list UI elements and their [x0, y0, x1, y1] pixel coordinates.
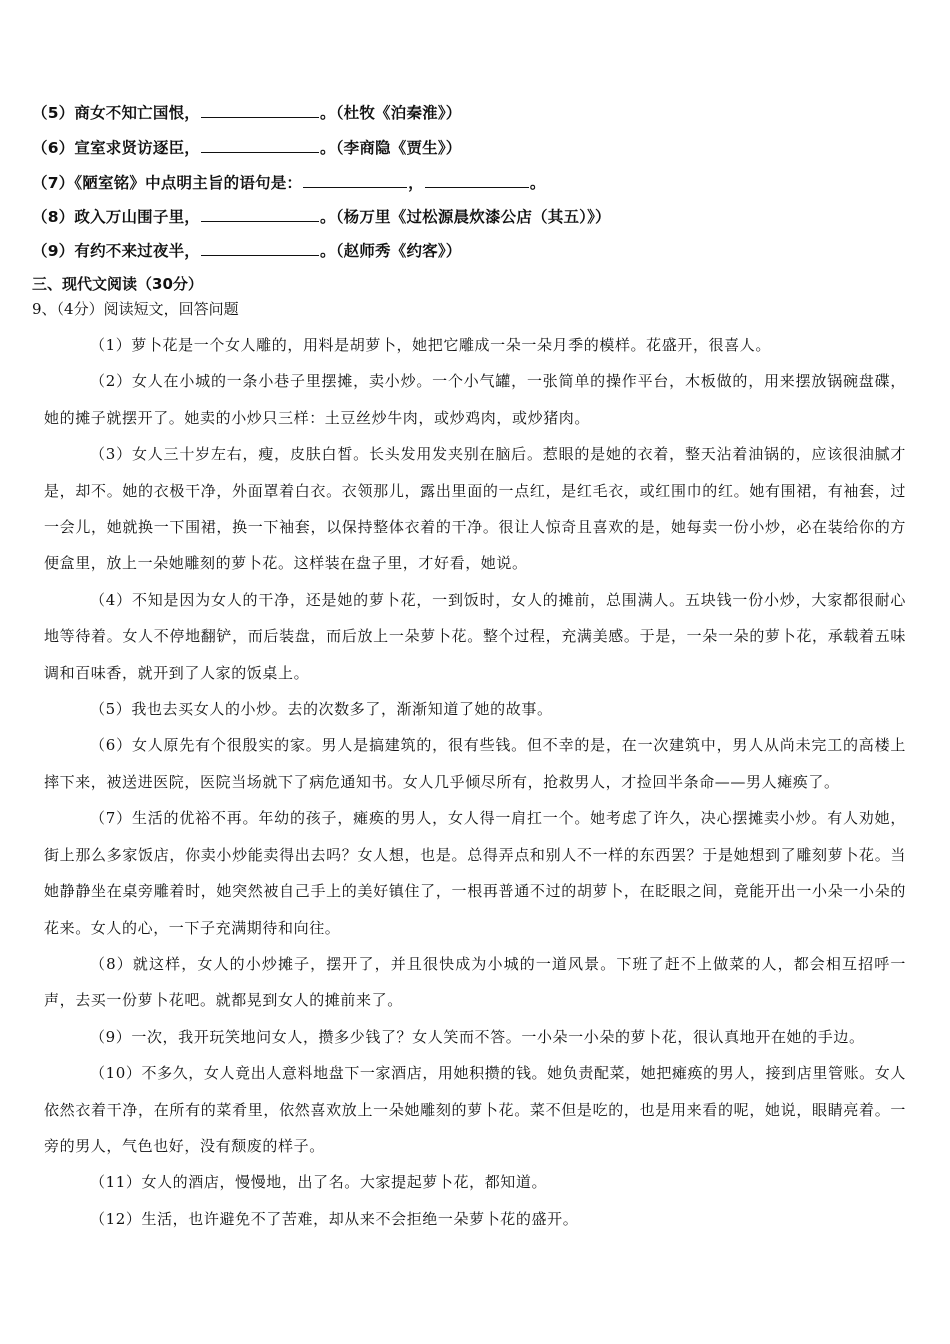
fill-in-item-9 — [32, 239, 462, 261]
paragraph: （5）我也去买女人的小炒。去的次数多了，渐渐知道了她的故事。 — [90, 700, 553, 719]
paragraph: （7）生活的优裕不再。年幼的孩子，瘫痪的男人，女人得一肩扛一个。她考虑了许久，决心摆摊卖小炒。有人劝她，街上那么多家饭店，你卖小炒能卖得出去吗？女人想，也是。总得弄点和别人不一样的东西罢？于是她想到了雕刻萝卜花。当她静静坐在桌旁雕着时，她突然被自己手上的美好镇住了，一根再普通不过的胡萝卜，在眨眼之间，竟能开出一小朵一小朵的花来。女人的心，一下子充满期待和向往。 — [44, 809, 906, 937]
fill-in-source: 。（杨万里《过松源晨炊漆公店（其五）》） — [320, 208, 611, 226]
fill-in-source: 。（李商隐《贾生》） — [320, 139, 462, 157]
paragraph: （12）生活，也许避免不了苦难，却从来不会拒绝一朵萝卜花的盛开。 — [90, 1209, 579, 1228]
fill-in-text: （8）政入万山围子里， — [32, 208, 200, 226]
answer-blank[interactable] — [201, 138, 319, 153]
fill-in-end: 。 — [529, 174, 546, 192]
fill-in-text: （9）有约不来过夜半， — [32, 242, 200, 260]
paragraph: （11）女人的酒店，慢慢地，出了名。大家提起萝卜花，都知道。 — [90, 1173, 548, 1192]
fill-in-source: 。（赵师秀《约客》） — [320, 242, 462, 260]
paragraph: （9）一次，我开玩笑地问女人，攒多少钱了？女人笑而不答。一小朵一小朵的萝卜花，很认真地开在她的手边。 — [90, 1027, 865, 1046]
reading-passage — [44, 327, 906, 1237]
paragraph: （4）不知是因为女人的干净，还是她的萝卜花，一到饭时，女人的摊前，总围满人。五块钱一份小炒，大家都很耐心地等待着。女人不停地翻铲，而后装盘，而后放上一朵萝卜花。整个过程，充满美感。于是，一朵一朵的萝卜花，承载着五味调和百味香，就开到了人家的饭桌上。 — [44, 590, 906, 682]
fill-in-source: 。（杜牧《泊秦淮》） — [320, 104, 462, 122]
fill-in-text: （7）《陋室铭》中点明主旨的语句是： — [32, 174, 303, 192]
question-heading: 9、（4分）阅读短文，回答问题 — [32, 300, 239, 318]
fill-in-separator: ， — [408, 174, 424, 192]
fill-in-item-8 — [32, 205, 611, 227]
fill-in-item-5 — [32, 101, 462, 123]
fill-in-item-6 — [32, 136, 462, 158]
fill-in-text: （5）商女不知亡国恨， — [32, 104, 200, 122]
answer-blank[interactable] — [201, 207, 319, 222]
paragraph: （10）不多久，女人竟出人意料地盘下一家酒店，用她积攒的钱。她负责配菜，她把瘫痪的男人，接到店里管账。女人依然衣着干净，在所有的菜肴里，依然喜欢放上一朵她雕刻的萝卜花。菜不但是吃的，也是用来看的呢，她说，眼睛亮着。一旁的男人，气色也好，没有颓废的样子。 — [44, 1064, 906, 1155]
answer-blank[interactable] — [425, 173, 529, 188]
answer-blank[interactable] — [201, 103, 319, 118]
section-title: 三、现代文阅读（30分） — [32, 275, 203, 293]
paragraph: （1）萝卜花是一个女人雕的，用料是胡萝卜，她把它雕成一朵一朵月季的模样。花盛开，很喜人。 — [90, 336, 771, 354]
fill-in-text: （6）宣室求贤访逐臣， — [32, 139, 200, 157]
fill-in-item-7 — [32, 171, 546, 193]
answer-blank[interactable] — [303, 173, 407, 188]
paragraph: （6）女人原先有个很殷实的家。男人是搞建筑的，很有些钱。但不幸的是，在一次建筑中，男人从尚未完工的高楼上摔下来，被送进医院，医院当场就下了病危通知书。女人几乎倾尽所有，抢救男人，才捡回半条命——男人瘫痪了。 — [44, 736, 906, 791]
answer-blank[interactable] — [201, 241, 319, 256]
paragraph: （3）女人三十岁左右，瘦，皮肤白皙。长头发用发夹别在脑后。惹眼的是她的衣着，整天沾着油锅的，应该很油腻才是，却不。她的衣极干净，外面罩着白衣。衣领那儿，露出里面的一点红，是红毛衣，或红围巾的红。她有围裙，有袖套，过一会儿，她就换一下围裙，换一下袖套，以保持整体衣着的干净。很让人惊奇且喜欢的是，她每卖一份小炒，必在装给你的方便盒里，放上一朵她雕刻的萝卜花。这样装在盘子里，才好看，她说。 — [44, 445, 906, 573]
paragraph: （8）就这样，女人的小炒摊子，摆开了，并且很快成为小城的一道风景。下班了赶不上做菜的人，都会相互招呼一声，去买一份萝卜花吧。就都晃到女人的摊前来了。 — [44, 954, 906, 1010]
paragraph: （2）女人在小城的一条小巷子里摆摊，卖小炒。一个小气罐，一张简单的操作平台，木板做的，用来摆放锅碗盘碟，她的摊子就摆开了。她卖的小炒只三样：土豆丝炒牛肉，或炒鸡肉，或炒猪肉。 — [44, 372, 906, 427]
